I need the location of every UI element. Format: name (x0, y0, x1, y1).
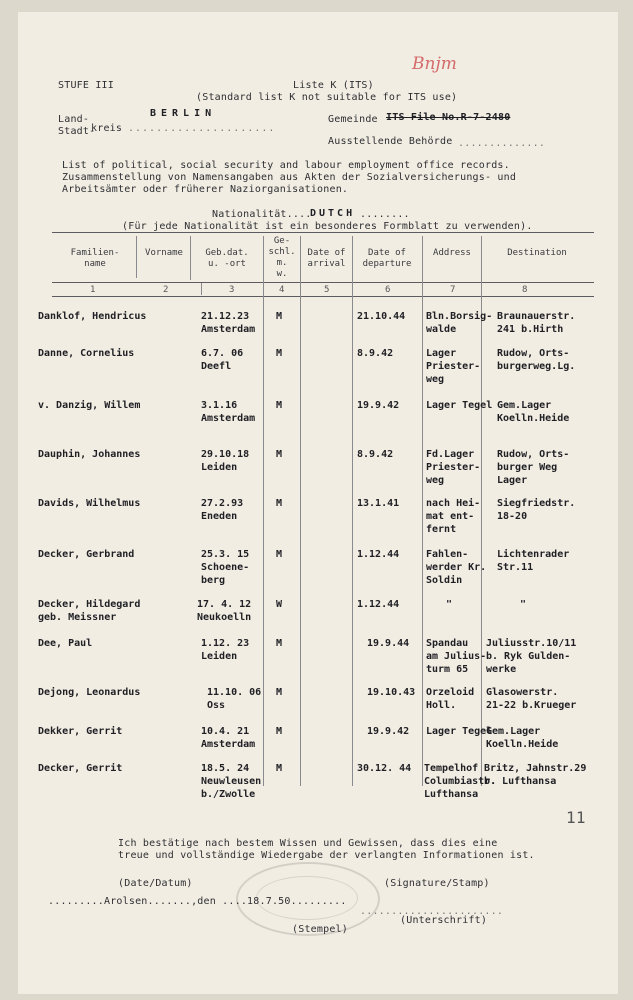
row-sex: M (276, 348, 283, 359)
row-name: Danklof, Hendricus (38, 311, 147, 322)
col-number-5: 5 (324, 285, 330, 295)
row-birth: 25.3. 15 Schoene- berg (201, 549, 250, 586)
gemeinde-label: Gemeinde (328, 114, 378, 125)
description-en: List of political, social security and labour employment office records. (62, 160, 510, 171)
row-departure: 1.12.44 (357, 549, 400, 560)
row-address: Lager Priester- weg (426, 348, 481, 385)
nationality-label: Nationalität.... (212, 209, 312, 220)
behoerde-label: Ausstellende Behörde (328, 136, 453, 147)
row-name: Danne, Cornelius (38, 348, 135, 359)
row-address: nach Hei- mat ent- fernt (426, 498, 481, 535)
description-de-2: Arbeitsämter oder früherer Naziorganisationen. (62, 184, 349, 195)
row-name: Davids, Wilhelmus (38, 498, 141, 509)
row-destination: Siegfriedstr. 18-20 (497, 498, 576, 522)
behoerde-dotline: .............. (458, 138, 546, 149)
col-number-3: 3 (229, 285, 235, 295)
row-departure: 8.9.42 (357, 348, 394, 359)
row-birth: 3.1.16 Amsterdam (201, 400, 256, 424)
row-name: Dekker, Gerrit (38, 726, 123, 737)
row-name: Dauphin, Johannes (38, 449, 141, 460)
row-name: Decker, Hildegard geb. Meissner (38, 599, 141, 623)
row-sex: M (276, 726, 283, 737)
row-sex: M (276, 498, 283, 509)
row-birth: 10.4. 21 Amsterdam (201, 726, 256, 750)
row-destination: Rudow, Orts- burgerweg.Lg. (497, 348, 576, 372)
col-number-2: 2 (163, 285, 169, 295)
row-name: v. Danzig, Willem (38, 400, 141, 411)
nationality-value: DUTCH (310, 208, 356, 219)
col-number-6: 6 (385, 285, 391, 295)
row-birth: 1.12. 23 Leiden (201, 638, 250, 662)
liste-title: Liste K (ITS) (293, 80, 374, 91)
col-header-familienname: Familien- name (70, 248, 120, 269)
land-label: Land- (58, 114, 90, 125)
nationality-note: (Für jede Nationalität ist ein besonderes Formblatt zu verwenden). (122, 221, 533, 232)
row-sex: W (276, 599, 283, 610)
row-birth: 18.5. 24 Neuwleusen b./Zwolle (201, 763, 262, 800)
row-destination: Rudow, Orts- burger Weg Lager (497, 449, 570, 486)
col-header-geburt: Geb.dat. u. -ort (205, 248, 249, 269)
row-departure: 19.9.44 (367, 638, 410, 649)
row-destination: Glasowerstr. 21-22 b.Krueger (486, 687, 577, 711)
col-header-arrival: Date of arrival (307, 248, 346, 269)
row-destination: Juliusstr.10/11 b. Ryk Gulden- werke (486, 638, 577, 675)
row-departure: 1.12.44 (357, 599, 400, 610)
liste-subtitle: (Standard list K not suitable for ITS use) (196, 92, 458, 103)
kreis-value: BERLIN (150, 108, 217, 119)
stempel-label: (Stempel) (292, 924, 348, 935)
row-name: Dejong, Leonardus (38, 687, 141, 698)
kreis-label: kreis (91, 123, 123, 134)
row-address: Fd.Lager Priester- weg (426, 449, 481, 486)
row-sex: M (276, 311, 283, 322)
gemeinde-value: ITS File No.R-7-2480 (386, 112, 511, 123)
row-birth: 29.10.18 Leiden (201, 449, 250, 473)
date-label: (Date/Datum) (118, 878, 193, 889)
row-address: Fahlen- werder Kr. Soldin (426, 549, 487, 586)
row-address: Bln.Borsig- walde (426, 311, 493, 335)
unterschrift-label: (Unterschrift) (400, 915, 488, 926)
place-date-line: .........Arolsen.......,den ....18.7.50......... (48, 896, 347, 907)
row-address: Orzeloid Holl. (426, 687, 475, 711)
row-sex: M (276, 400, 283, 411)
row-departure: 30.12. 44 (357, 763, 412, 774)
col-header-address: Address (433, 248, 471, 258)
row-address: Tempelhof Columbiastr. Lufthansa (424, 763, 497, 800)
row-destination: Lichtenrader Str.11 (497, 549, 570, 573)
col-header-departure: Date of departure (362, 248, 412, 269)
row-destination: Braunauerstr. 241 b.Hirth (497, 311, 576, 335)
row-destination: Gem.Lager Koelln.Heide (497, 400, 570, 424)
row-destination: Britz, Jahnstr.29 b. Lufthansa (484, 763, 587, 787)
row-address: Lager Tegel (426, 726, 493, 737)
confirmation-line-2: treue und vollständige Wiedergabe der verlangten Informationen ist. (118, 850, 535, 861)
row-birth: 11.10. 06 Oss (207, 687, 262, 711)
row-birth: 17. 4. 12 Neukoelln (197, 599, 252, 623)
row-sex: M (276, 763, 283, 774)
margin-mark: 11 (566, 808, 586, 827)
row-departure: 19.9.42 (367, 726, 410, 737)
row-address: Lager Tegel (426, 400, 493, 411)
row-address: " (446, 599, 453, 610)
signature-dotline: ....................... (360, 906, 504, 917)
row-destination: Gem.Lager Koelln.Heide (486, 726, 559, 750)
col-number-7: 7 (450, 285, 456, 295)
row-departure: 19.9.42 (357, 400, 400, 411)
col-header-vorname: Vorname (145, 248, 183, 258)
row-name: Decker, Gerbrand (38, 549, 135, 560)
confirmation-line-1: Ich bestätige nach bestem Wissen und Gewissen, dass dies eine (118, 838, 498, 849)
row-destination: " (520, 599, 527, 610)
row-birth: 27.2.93 Eneden (201, 498, 244, 522)
stadt-label: Stadt- (58, 126, 96, 137)
row-departure: 19.10.43 (367, 687, 416, 698)
row-departure: 21.10.44 (357, 311, 406, 322)
col-number-8: 8 (522, 285, 528, 295)
kreis-dotline: ..................... (128, 123, 276, 134)
row-name: Decker, Gerrit (38, 763, 123, 774)
nationality-dots: ........ (360, 209, 410, 220)
row-departure: 13.1.41 (357, 498, 400, 509)
row-birth: 21.12.23 Amsterdam (201, 311, 256, 335)
row-sex: M (276, 638, 283, 649)
handwritten-note: Bnjm (412, 54, 457, 74)
col-number-1: 1 (90, 285, 96, 295)
row-departure: 8.9.42 (357, 449, 394, 460)
row-sex: M (276, 549, 283, 560)
row-name: Dee, Paul (38, 638, 93, 649)
description-de-1: Zusammenstellung von Namensangaben aus Akten der Sozialversicherungs- und (62, 172, 517, 183)
signature-label: (Signature/Stamp) (384, 878, 490, 889)
row-address: Spandau am Julius- turm 65 (426, 638, 487, 675)
col-header-geschlecht: Ge- schl. m. w. (268, 236, 296, 279)
col-number-4: 4 (279, 285, 285, 295)
stufe-label: STUFE III (58, 80, 114, 91)
row-sex: M (276, 449, 283, 460)
row-birth: 6.7. 06 Deefl (201, 348, 244, 372)
col-header-destination: Destination (507, 248, 567, 258)
row-sex: M (276, 687, 283, 698)
